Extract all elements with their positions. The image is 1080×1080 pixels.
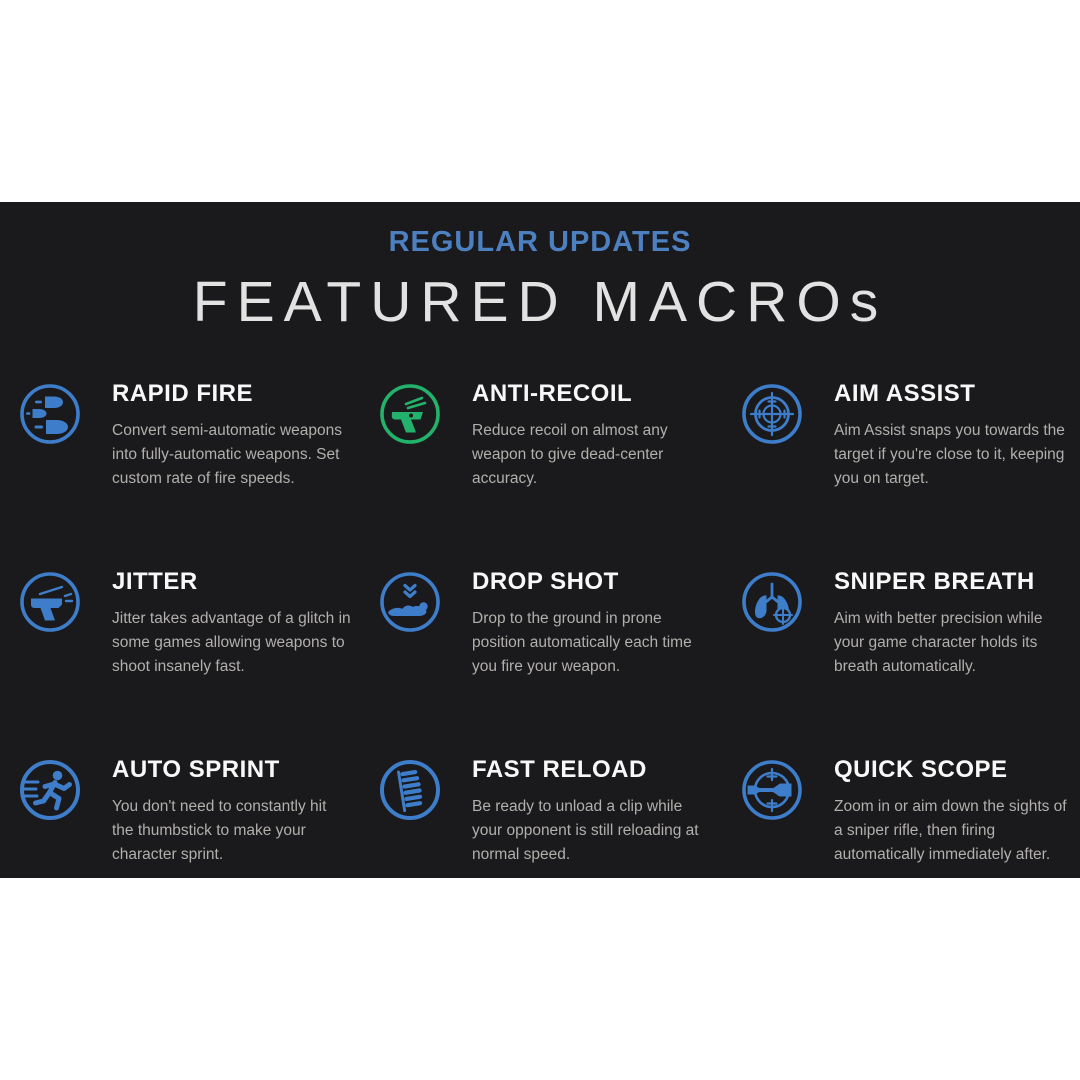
feature-description: You don't need to constantly hit the thumbstick to make your character sprint. [112, 798, 327, 863]
feature-card-quick-scope [740, 756, 1080, 878]
feature-title: ANTI-RECOIL [472, 380, 633, 407]
feature-title: SNIPER BREATH [834, 568, 1035, 595]
scope-icon [740, 758, 804, 822]
feature-title: FAST RELOAD [472, 756, 647, 783]
runner-icon [18, 758, 82, 822]
feature-description: Aim Assist snaps you towards the target if you're close to it, keeping you on target. [834, 422, 1065, 487]
feature-title: DROP SHOT [472, 568, 619, 595]
feature-card-drop-shot [378, 568, 740, 756]
anti-recoil-pistol-icon [378, 382, 442, 446]
feature-card-fast-reload [378, 756, 740, 878]
feature-description: Convert semi-automatic weapons into fully-automatic weapons. Set custom rate of fire speeds. [112, 422, 343, 487]
feature-card-aim-assist [740, 380, 1080, 568]
featured-macros-section [0, 202, 1080, 878]
feature-card-rapid-fire [18, 380, 378, 568]
section-title: FEATURED MACROs [192, 270, 888, 334]
feature-title: QUICK SCOPE [834, 756, 1008, 783]
feature-card-anti-recoil [378, 380, 740, 568]
magazine-icon [378, 758, 442, 822]
prone-drop-icon [378, 570, 442, 634]
feature-card-sniper-breath [740, 568, 1080, 756]
feature-description: Reduce recoil on almost any weapon to give dead-center accuracy. [472, 422, 668, 487]
feature-title: AIM ASSIST [834, 380, 976, 407]
feature-title: RAPID FIRE [112, 380, 254, 407]
feature-title: JITTER [112, 568, 198, 595]
feature-description: Zoom in or aim down the sights of a sniper rifle, then firing automatically immediately after. [834, 798, 1067, 863]
feature-card-auto-sprint [18, 756, 378, 878]
features-grid [18, 380, 1080, 878]
feature-card-jitter [18, 568, 378, 756]
section-eyebrow: REGULAR UPDATES [388, 226, 692, 258]
crosshair-icon [740, 382, 804, 446]
feature-description: Drop to the ground in prone position automatically each time you fire your weapon. [472, 610, 692, 675]
feature-description: Aim with better precision while your game character holds its breath automatically. [834, 610, 1043, 675]
lungs-crosshair-icon [740, 570, 804, 634]
jitter-pistol-icon [18, 570, 82, 634]
rapid-fire-bullets-icon [18, 382, 82, 446]
feature-description: Jitter takes advantage of a glitch in some games allowing weapons to shoot insanely fast. [112, 610, 351, 675]
feature-title: AUTO SPRINT [112, 756, 280, 783]
feature-description: Be ready to unload a clip while your opponent is still reloading at normal speed. [472, 798, 699, 863]
